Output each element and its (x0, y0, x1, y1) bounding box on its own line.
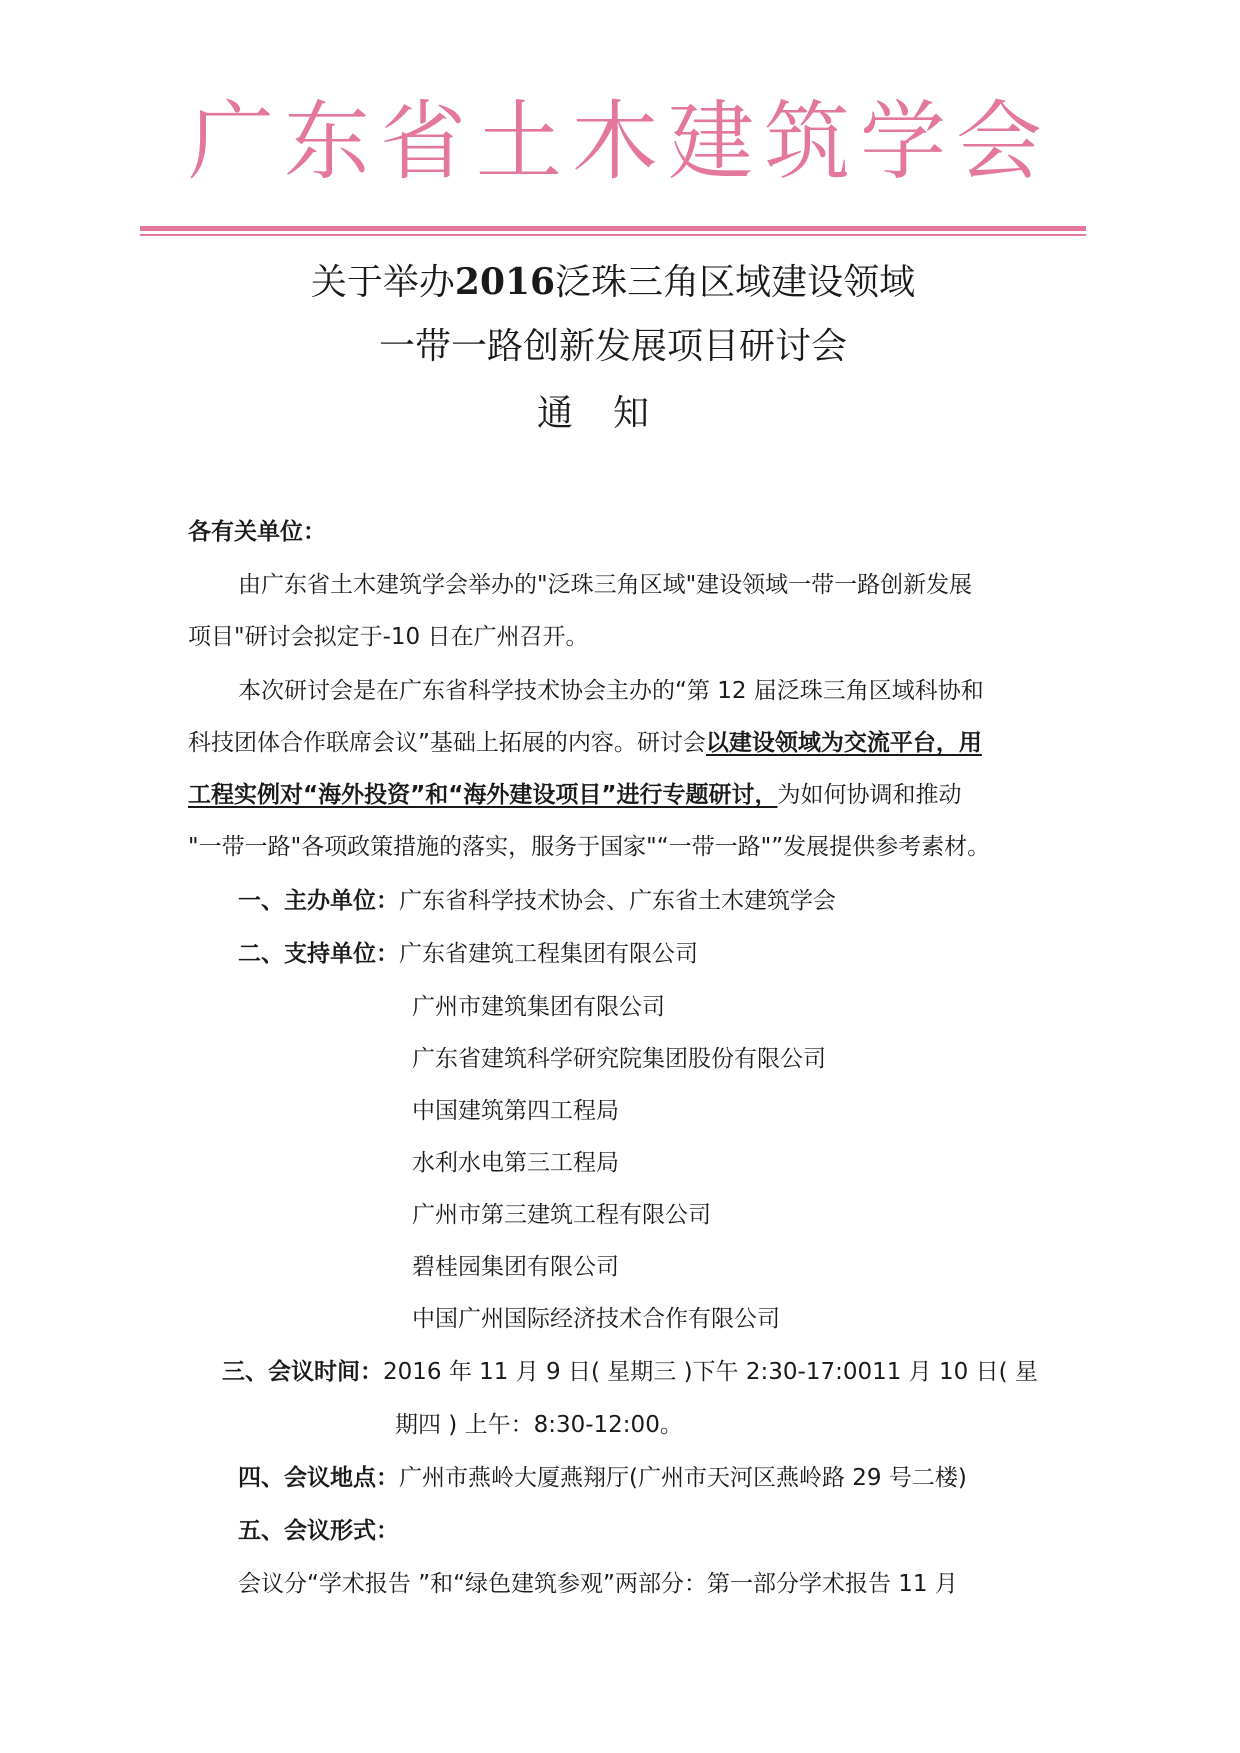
supporter-item: 碧桂园集团有限公司 (412, 1254, 619, 1280)
paragraph2-line2 (188, 726, 982, 760)
section-supporters (238, 937, 698, 971)
paragraph2-emphasis-2: 工程实例对“海外投资”和“海外建设项目”进行专题研讨， (188, 782, 778, 808)
letterhead-rule-thick (140, 226, 1086, 231)
supporter-item: 水利水电第三工程局 (412, 1150, 619, 1176)
section-meeting-time-cont: 期四 ) 上午：8:30-12:00。 (395, 1412, 683, 1438)
section-supporters-label: 二、支持单位： (238, 941, 399, 967)
section-meeting-format-label: 五、会议形式： (238, 1518, 399, 1544)
section-organizer-label: 一、主办单位： (238, 888, 399, 914)
paragraph1-line2: 项目"研讨会拟定于-10 日在广州召开。 (188, 624, 589, 650)
document-title-line2: 一带一路创新发展项目研讨会 (378, 326, 847, 367)
section-meeting-time (222, 1355, 1038, 1389)
section-meeting-time-label: 三、会议时间： (222, 1359, 383, 1385)
title-post: 泛珠三角区域建设领域 (555, 262, 916, 303)
title-pre: 关于举办 (310, 262, 455, 303)
supporter-item: 广州市第三建筑工程有限公司 (412, 1202, 711, 1228)
supporter-item: 广州市建筑集团有限公司 (412, 994, 665, 1020)
title-year: 2016 (454, 261, 556, 303)
document-title-line1 (140, 258, 1086, 307)
section-meeting-venue-label: 四、会议地点： (238, 1465, 399, 1491)
paragraph2-emphasis-1: 以建设领域为交流平台，用 (705, 730, 982, 756)
section-meeting-venue (238, 1461, 967, 1495)
paragraph2-line3 (188, 778, 961, 812)
section-organizer-value: 广东省科学技术协会、广东省土木建筑学会 (399, 888, 836, 914)
section-organizer (238, 884, 836, 918)
letterhead-rule-thin (140, 234, 1086, 236)
organization-letterhead: 广东省土木建筑学会 (188, 92, 1052, 192)
paragraph2-line2-text: 科技团体合作联席会议”基础上拓展的内容。研讨会 (188, 730, 706, 756)
section-meeting-venue-value: 广州市燕岭大厦燕翔厅(广州市天河区燕岭路 29 号二楼) (399, 1465, 967, 1491)
paragraph2-line4: "一带一路"各项政策措施的落实，服务于国家"“一带一路"”发展提供参考素材。 (188, 834, 991, 860)
supporter-item: 中国建筑第四工程局 (412, 1098, 619, 1124)
supporter-item: 广东省建筑工程集团有限公司 (399, 941, 698, 967)
section-meeting-time-value: 2016 年 11 月 9 日( 星期三 )下午 2:30-17:0011 月 10 日( 星 (383, 1359, 1038, 1385)
supporter-item: 中国广州国际经济技术合作有限公司 (412, 1306, 780, 1332)
salutation: 各有关单位： (188, 519, 326, 545)
paragraph2-line3-text: 为如何协调和推动 (777, 782, 962, 808)
supporter-item: 广东省建筑科学研究院集团股份有限公司 (412, 1046, 826, 1072)
paragraph3-line1: 会议分“学术报告 ”和“绿色建筑参观”两部分：第一部分学术报告 11 月 (238, 1571, 958, 1597)
paragraph1-line1: 由广东省土木建筑学会举办的"泛珠三角区域"建设领域一带一路创新发展 (238, 572, 973, 598)
paragraph2-line1: 本次研讨会是在广东省科学技术协会主办的“第 12 届泛珠三角区域科协和 (238, 678, 984, 704)
document-title-notice: 通知 (536, 393, 689, 434)
